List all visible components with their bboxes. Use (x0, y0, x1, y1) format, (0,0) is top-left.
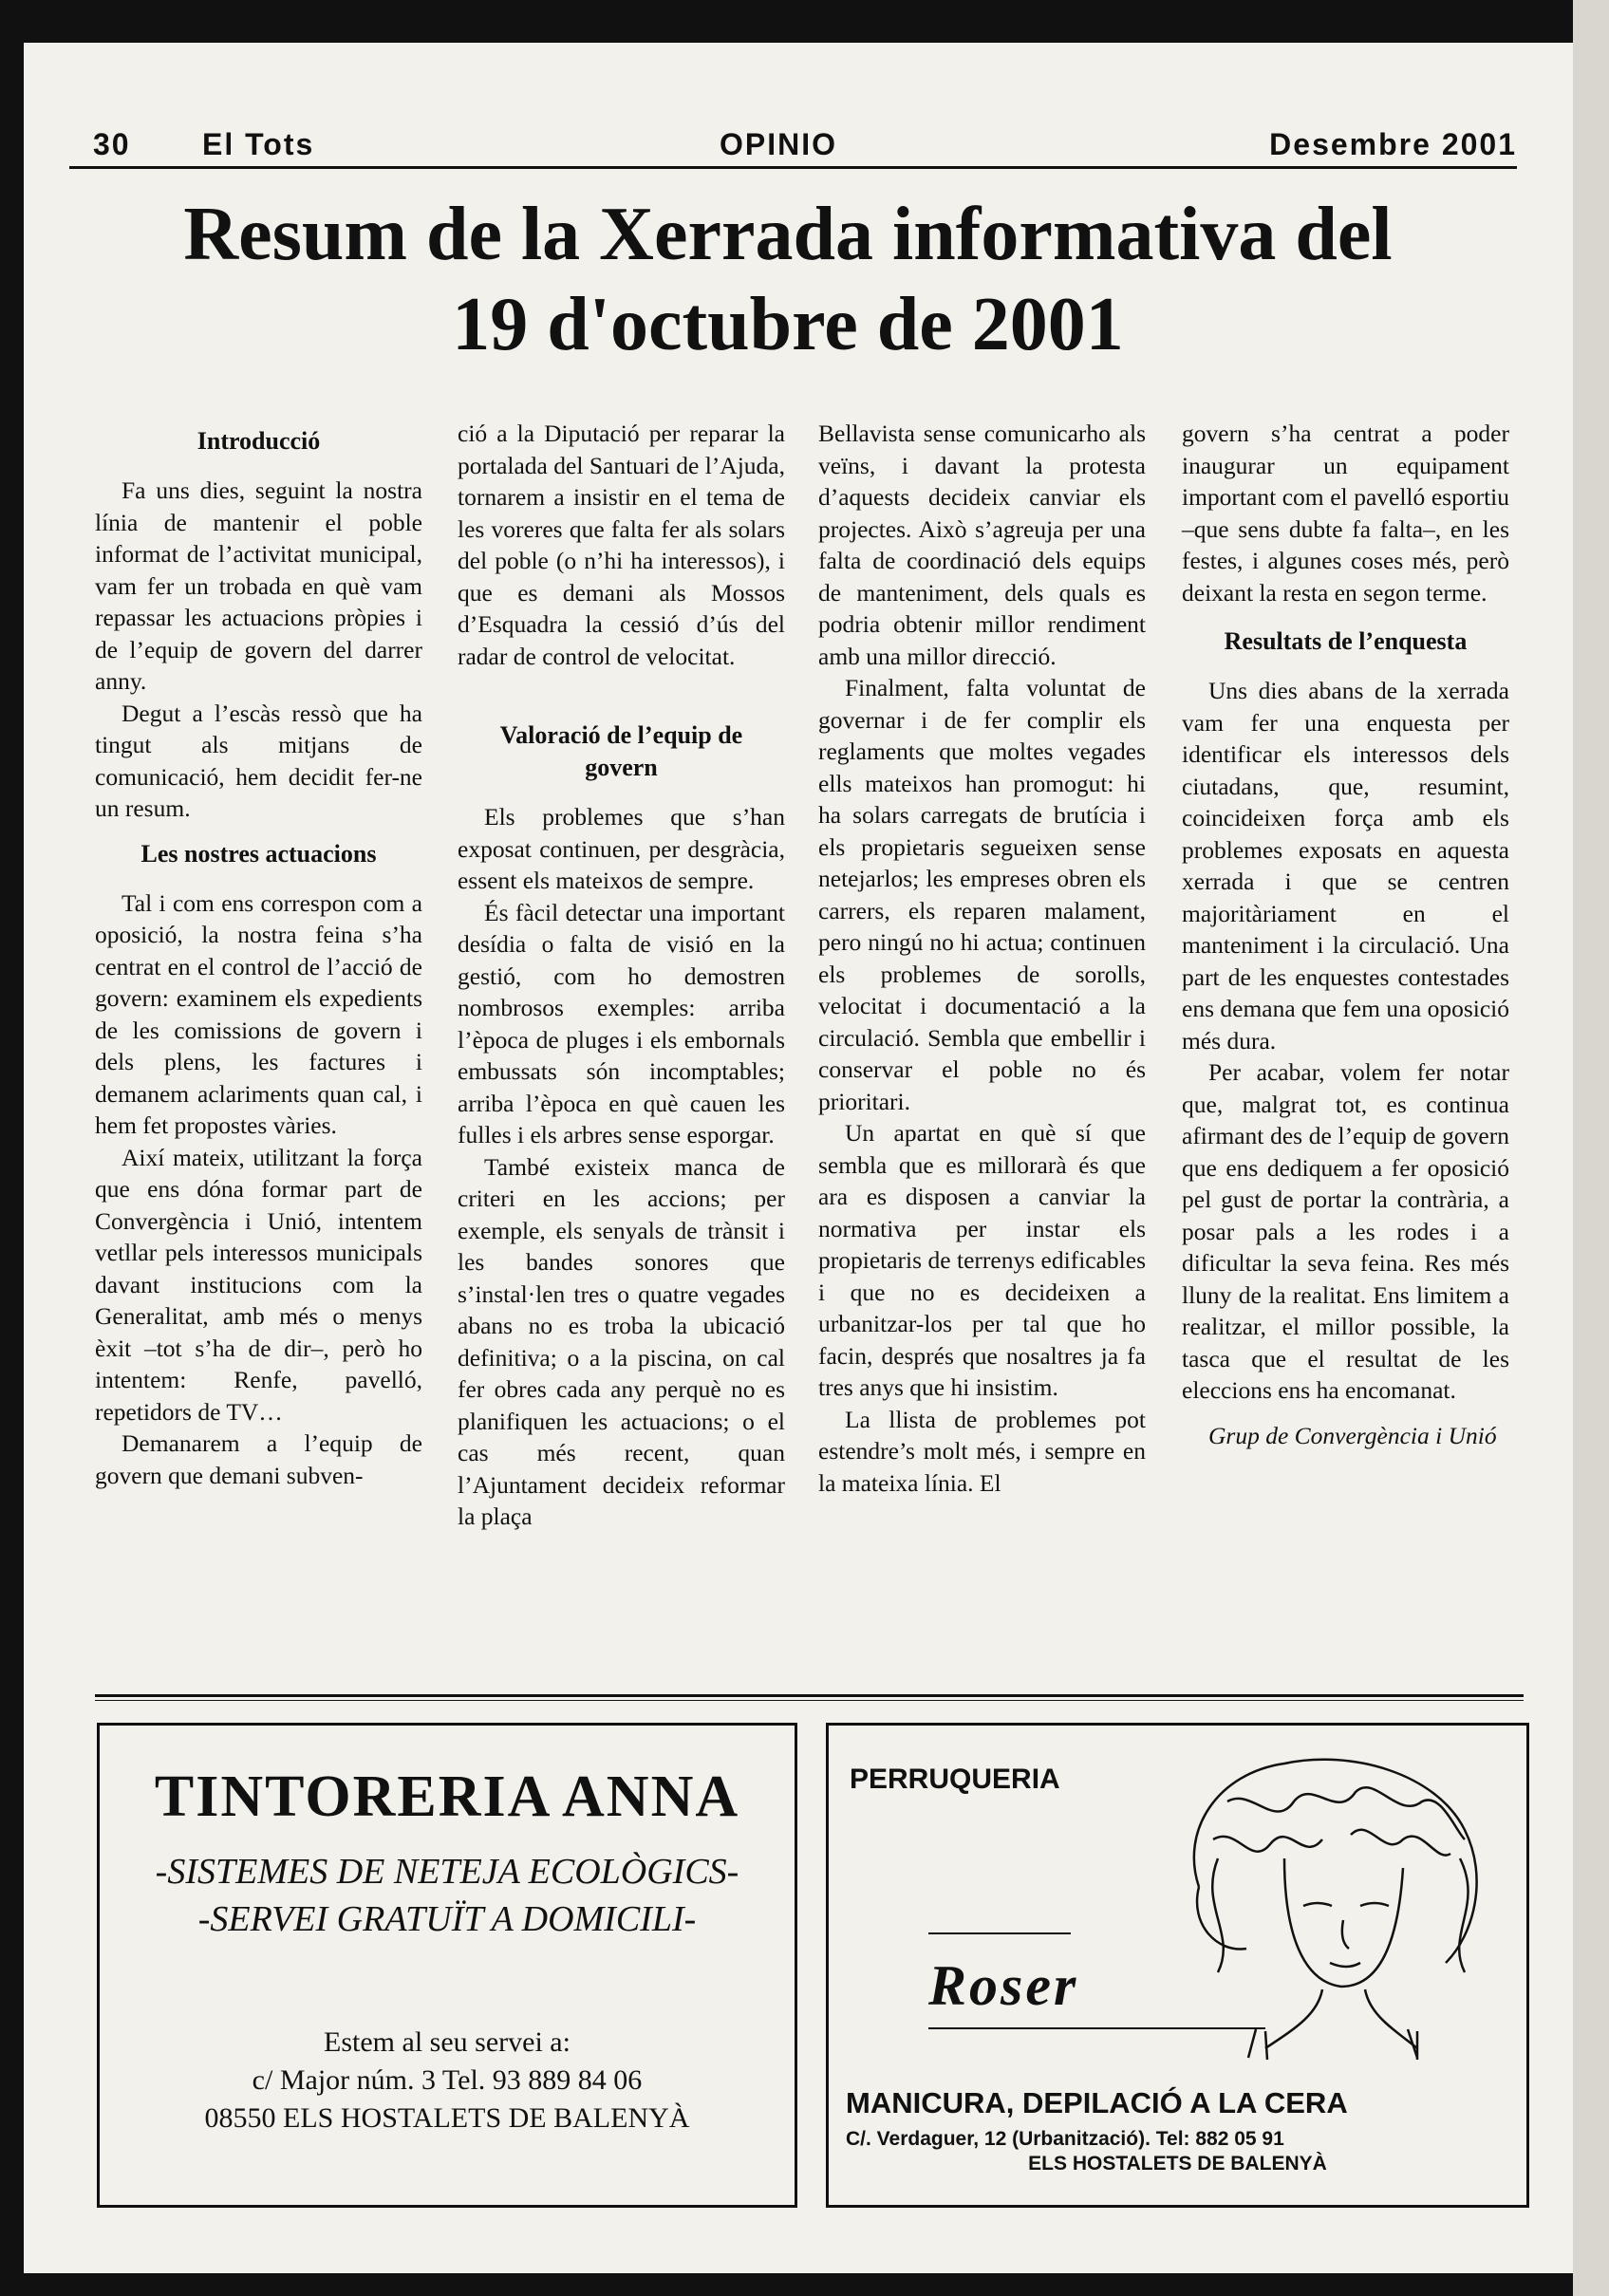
paragraph: Finalment, falta voluntat de governar i de fer complir els reglaments que moltes vegades ells mateixos han promogut: hi ha solars carregats de brutícia i els propietaris segueixen sense netejarlos; les empreses obren els carrers, els reparen malament, pero ningú no hi actua; continuen els problemes de sorolls, velocitat i documentació a la circulació. Sembla que embellir i conservar el poble no és prioritari. (818, 674, 1146, 1115)
column-2 (458, 418, 785, 1533)
ad-business-name: TINTORERIA ANNA (154, 1764, 740, 1829)
ad-perruqueria (826, 1723, 1529, 2208)
paragraph: També existeix manca de criteri en les accions; per exemple, els senyals de trànsit i les bandes sonores que s’instal·len tres o quatre vegades abans no es troba la ubicació definitiva; o a la piscina, on cal fer obres cada any perquè no es planifiquen les actuacions; o el cas més recent, quan l’Ajuntament decideix reformar la plaça (458, 1152, 785, 1530)
paragraph: Bellavista sense comunicarho als veïns, i davant la protesta d’aquests decideix canviar els projectes. Això s’agreuja per una falta de coordinació dels equips de manteniment, dels quals es podria obtenir millor rendiment amb una millor direcció. (818, 420, 1146, 670)
ad-address: C/. Verdaguer, 12 (Urbanització). Tel: 882 05 91 (846, 2128, 1284, 2150)
divider (928, 1932, 1071, 1934)
paragraph: Tal i com ens correspon com a oposició, la nostra feina s’ha centrat en el control de l’acció de govern: examinem els expedients de les comissions de govern i dels plens, les factures i demanem aclariments quan cal, i hem fet propostes vàries. (95, 888, 422, 1139)
paragraph: Per acabar, volem fer notar que, malgrat tot, es continua afirmant des de l’equip de govern que ens dediquem a fer oposició pel gust de portar la contrària, a posar pals a les rodes i a dificultar la seva feina. Res més lluny de la realitat. Ens limitem a realitzar, el millor possible, la tasca que el resultat de les eleccions ens ha encomanat. (1182, 1058, 1509, 1404)
paragraph: govern s’ha centrat a poder inaugurar un equipament important com el pavelló esportiu –que sens dubte fa falta–, en les festes, i algunes coses més, però deixant la resta en segon terme. (1182, 420, 1509, 607)
column-4 (1182, 418, 1509, 1451)
paragraph: Un apartat en què sí que sembla que es millorarà és que ara es disposen a canviar la normativa per instar els propietaris de terrenys edificables i que no es decideixen a urbanitzar-los per tal que ho facin, després que nosaltres ja fa tres anys que hi insistim. (818, 1119, 1146, 1401)
paragraph: ció a la Diputació per reparar la portalada del Santuari de l’Ajuda, tornarem a insistir en el tema de les voreres que falta fer als solars del poble (o n’hi ha interessos), i que es demani als Mossos d’Esquadra la cessió d’ús del radar de control de velocitat. (458, 420, 785, 670)
paragraph: Fa uns dies, seguint la nostra línia de mantenir el poble informat de l’activitat municipal, vam fer un trobada en què vam repassar les actuacions pròpies i de l’equip de govern del darrer anny. (95, 476, 422, 695)
paragraph: Així mateix, utilitzant la força que ens dóna formar part de Convergència i Unió, intentem vetllar pels interessos municipals davant institucions com la Generalitat, amb més o menys èxit –tot s’ha de dir–, però ho intentem: Renfe, pavelló, repetidors de TV… (95, 1143, 422, 1426)
signature: Grup de Convergència i Unió (1208, 1421, 1497, 1449)
heading-actuacions: Les nostres actuacions (140, 839, 377, 868)
page-number: 30 (93, 127, 131, 161)
magazine-name: El Tots (202, 127, 315, 161)
ad-services: MANICURA, DEPILACIÓ A LA CERA (846, 2086, 1348, 2119)
page-header (69, 81, 1517, 169)
paragraph: La llista de problemes pot estendre’s molt més, i sempre en la mateixa línia. El (818, 1405, 1146, 1497)
section-name: OPINIO (720, 127, 838, 161)
paragraph: És fàcil detectar una important desídia o falta de visió en la gestió, com ho demostren nombrosos exemples: arriba l’època de pluges i els embornals embussats són incomptables; arriba l’època en què cauen les fulles i els arbres sense esporgar. (458, 898, 785, 1148)
ad-logo-text: Roser (928, 1954, 1079, 2017)
column-3 (818, 418, 1146, 1499)
ad-address: 08550 ELS HOSTALETS DE BALENYÀ (204, 2102, 690, 2134)
page-spine (1573, 0, 1609, 2296)
article-title (57, 190, 1519, 370)
ad-tagline: -SERVEI GRATUÏT A DOMICILI- (197, 1899, 697, 1939)
paragraph: Degut a l’escàs ressò que ha tingut als mitjans de comunicació, hem decidit fer-ne un resum. (95, 699, 422, 822)
title-line-1: Resum de la Xerrada informativa del (183, 193, 1393, 276)
issue-date: Desembre 2001 (1269, 127, 1517, 161)
heading-resultats: Resultats de l’enquesta (1224, 627, 1468, 655)
heading-valoracio: Valoració de l’equip de govern (499, 721, 743, 781)
ad-address: Estem al seu servei a: (324, 2026, 571, 2058)
woman-portrait-illustration (1161, 1745, 1512, 2067)
title-line-2: 19 d'octubre de 2001 (452, 283, 1124, 366)
column-1 (95, 418, 422, 1491)
heading-introduccio: Introducció (196, 427, 321, 455)
ad-tintoreria (97, 1723, 797, 2208)
paragraph: Els problemes que s’han exposat continuen, per desgràcia, essent els mateixos de sempre. (458, 803, 785, 894)
ad-town: ELS HOSTALETS DE BALENYÀ (1028, 2153, 1327, 2175)
ad-address: c/ Major núm. 3 Tel. 93 889 84 06 (252, 2064, 643, 2096)
ad-business-type: PERRUQUERIA (850, 1764, 1060, 1795)
paragraph: Uns dies abans de la xerrada vam fer una enquesta per identificar els interessos dels ciutadans, que, resumint, coincideixen força amb els problemes exposats en aquesta xerrada i que se centren majoritàriament en el manteniment i la circulació. Una part de les enquestes contestades ens demana que fem una oposició més dura. (1182, 677, 1509, 1055)
ad-tagline: -SISTEMES DE NETEJA ECOLÒGICS- (155, 1852, 739, 1892)
ads-divider (95, 1694, 1524, 1697)
ads-divider-thin (95, 1700, 1524, 1701)
paragraph: Demanarem a l’equip de govern que demani subven- (95, 1429, 422, 1489)
